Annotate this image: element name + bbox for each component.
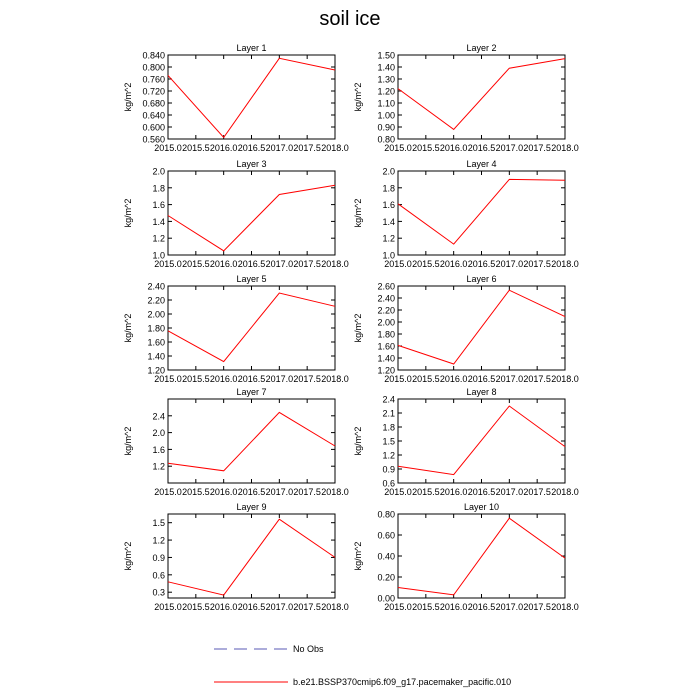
series-line [168, 58, 335, 137]
y-axis-label: kg/m^2 [353, 313, 363, 343]
y-tick-label: 0.720 [142, 86, 165, 97]
y-tick-label: 2.4 [382, 394, 395, 405]
panel-title: Layer 1 [236, 43, 267, 53]
x-tick-label: 2016.5 [467, 143, 496, 153]
x-tick-label: 2016.0 [439, 487, 468, 497]
x-tick-label: 2017.0 [265, 143, 294, 153]
x-tick-label: 2015.0 [384, 487, 412, 497]
x-tick-label: 2016.0 [209, 259, 238, 269]
y-tick-label: 2.60 [377, 281, 395, 292]
y-tick-label: 0.80 [377, 134, 395, 145]
panel-title: Layer 4 [466, 159, 497, 169]
y-tick-label: 1.60 [377, 341, 395, 352]
x-tick-label: 2017.5 [293, 487, 321, 497]
y-tick-label: 1.80 [147, 323, 165, 334]
x-tick-label: 2016.0 [439, 259, 468, 269]
y-tick-label: 1.40 [377, 62, 395, 73]
panels-group [123, 43, 579, 612]
x-tick-label: 2018.0 [321, 487, 349, 497]
x-tick-label: 2017.5 [293, 259, 321, 269]
y-tick-label: 0.9 [152, 552, 165, 563]
panel-layer-8 [353, 387, 579, 497]
y-tick-label: 1.2 [152, 233, 165, 244]
x-tick-label: 2017.0 [265, 602, 294, 612]
x-tick-label: 2017.5 [293, 143, 321, 153]
y-tick-label: 0.6 [382, 478, 395, 489]
x-tick-label: 2015.5 [412, 259, 440, 269]
x-tick-label: 2017.0 [265, 259, 294, 269]
y-tick-label: 0.760 [142, 74, 165, 85]
y-tick-label: 0.840 [142, 50, 165, 61]
plot-frame [168, 171, 335, 255]
y-tick-label: 0.800 [142, 62, 165, 73]
x-tick-label: 2015.0 [154, 143, 182, 153]
panel-layer-5 [123, 274, 349, 384]
x-tick-label: 2016.5 [467, 374, 496, 384]
x-tick-label: 2016.0 [209, 487, 238, 497]
plot-frame [398, 286, 565, 370]
x-tick-label: 2017.5 [523, 487, 551, 497]
x-tick-label: 2016.0 [439, 143, 468, 153]
x-tick-label: 2016.5 [237, 143, 266, 153]
y-tick-label: 1.8 [152, 183, 165, 194]
y-tick-label: 0.640 [142, 110, 165, 121]
y-tick-label: 1.20 [377, 86, 395, 97]
y-tick-label: 0.560 [142, 134, 165, 145]
y-tick-label: 2.40 [147, 281, 165, 292]
x-tick-label: 2015.0 [384, 143, 412, 153]
y-axis-label: kg/m^2 [123, 82, 133, 112]
x-tick-label: 2015.5 [182, 143, 210, 153]
x-tick-label: 2015.0 [154, 602, 182, 612]
y-tick-label: 1.40 [377, 353, 395, 364]
x-tick-label: 2015.5 [182, 487, 210, 497]
y-tick-label: 2.0 [152, 166, 165, 177]
x-tick-label: 2015.0 [154, 259, 182, 269]
x-tick-label: 2016.5 [237, 602, 266, 612]
panel-title: Layer 5 [236, 274, 267, 284]
y-tick-label: 2.20 [377, 305, 395, 316]
y-tick-label: 0.00 [377, 593, 395, 604]
series-line [398, 290, 565, 364]
y-axis-label: kg/m^2 [123, 313, 133, 343]
x-tick-label: 2017.0 [495, 143, 524, 153]
x-tick-label: 2015.0 [384, 374, 412, 384]
x-tick-label: 2015.0 [384, 602, 412, 612]
y-tick-label: 2.00 [377, 317, 395, 328]
x-tick-label: 2016.5 [467, 602, 496, 612]
y-tick-label: 2.1 [382, 408, 395, 419]
y-tick-label: 1.2 [382, 233, 395, 244]
x-tick-label: 2018.0 [551, 143, 579, 153]
x-tick-label: 2018.0 [551, 487, 579, 497]
panel-layer-9 [123, 502, 349, 612]
panel-title: Layer 3 [236, 159, 267, 169]
plot-frame [398, 171, 565, 255]
y-tick-label: 1.00 [377, 110, 395, 121]
x-tick-label: 2015.5 [182, 602, 210, 612]
y-tick-label: 0.80 [377, 509, 395, 520]
x-tick-label: 2015.0 [384, 259, 412, 269]
y-tick-label: 1.0 [152, 250, 165, 261]
y-tick-label: 1.30 [377, 74, 395, 85]
y-tick-label: 1.6 [152, 444, 165, 455]
y-tick-label: 1.5 [382, 436, 395, 447]
y-tick-label: 0.680 [142, 98, 165, 109]
y-tick-label: 0.40 [377, 551, 395, 562]
y-tick-label: 1.10 [377, 98, 395, 109]
x-tick-label: 2018.0 [321, 259, 349, 269]
x-tick-label: 2018.0 [321, 602, 349, 612]
panel-title: Layer 6 [466, 274, 497, 284]
x-tick-label: 2016.5 [467, 259, 496, 269]
y-tick-label: 0.60 [377, 530, 395, 541]
y-tick-label: 2.00 [147, 309, 165, 320]
legend-label-no-obs: No Obs [293, 644, 324, 654]
panel-title: Layer 2 [466, 43, 497, 53]
y-tick-label: 0.20 [377, 572, 395, 583]
y-tick-label: 1.60 [147, 337, 165, 348]
plot-frame [398, 55, 565, 139]
y-tick-label: 0.90 [377, 122, 395, 133]
x-tick-label: 2015.5 [412, 602, 440, 612]
x-tick-label: 2017.5 [523, 143, 551, 153]
y-tick-label: 2.40 [377, 293, 395, 304]
series-line [168, 293, 335, 362]
x-tick-label: 2017.5 [523, 374, 551, 384]
x-tick-label: 2017.0 [495, 602, 524, 612]
y-axis-label: kg/m^2 [123, 198, 133, 228]
x-tick-label: 2018.0 [321, 143, 349, 153]
x-tick-label: 2016.0 [209, 602, 238, 612]
x-tick-label: 2017.0 [495, 487, 524, 497]
y-tick-label: 1.20 [377, 365, 395, 376]
y-tick-label: 1.20 [147, 365, 165, 376]
figure-title: soil ice [319, 8, 381, 30]
panel-title: Layer 9 [236, 502, 267, 512]
y-tick-label: 2.0 [152, 428, 165, 439]
y-tick-label: 0.600 [142, 122, 165, 133]
x-tick-label: 2017.0 [265, 374, 294, 384]
legend-label-series: b.e21.BSSP370cmip6.f09_g17.pacemaker_pacific.010 [293, 677, 512, 687]
x-tick-label: 2015.0 [154, 374, 182, 384]
x-tick-label: 2015.5 [412, 143, 440, 153]
y-tick-label: 1.80 [377, 329, 395, 340]
y-tick-label: 1.6 [152, 200, 165, 211]
x-tick-label: 2017.5 [523, 602, 551, 612]
y-tick-label: 1.8 [382, 422, 395, 433]
y-tick-label: 0.6 [152, 570, 165, 581]
x-tick-label: 2015.5 [412, 374, 440, 384]
x-tick-label: 2018.0 [551, 259, 579, 269]
panel-layer-7 [123, 387, 349, 497]
x-tick-label: 2018.0 [551, 374, 579, 384]
y-axis-label: kg/m^2 [123, 541, 133, 571]
x-tick-label: 2017.0 [495, 259, 524, 269]
y-tick-label: 1.40 [147, 351, 165, 362]
y-tick-label: 1.2 [152, 535, 165, 546]
y-tick-label: 2.0 [382, 166, 395, 177]
x-tick-label: 2016.0 [439, 374, 468, 384]
x-tick-label: 2015.5 [182, 259, 210, 269]
x-tick-label: 2016.0 [439, 602, 468, 612]
x-tick-label: 2015.5 [182, 374, 210, 384]
y-axis-label: kg/m^2 [353, 198, 363, 228]
y-tick-label: 1.2 [382, 450, 395, 461]
panel-layer-10 [353, 502, 579, 612]
series-line [168, 519, 335, 595]
series-line [168, 185, 335, 251]
y-tick-label: 2.4 [152, 411, 165, 422]
y-tick-label: 1.8 [382, 183, 395, 194]
x-tick-label: 2018.0 [321, 374, 349, 384]
y-axis-label: kg/m^2 [123, 426, 133, 456]
y-axis-label: kg/m^2 [353, 541, 363, 571]
x-tick-label: 2016.5 [467, 487, 496, 497]
legend [214, 644, 511, 687]
y-axis-label: kg/m^2 [353, 426, 363, 456]
series-line [398, 518, 565, 595]
y-tick-label: 1.6 [382, 200, 395, 211]
y-tick-label: 1.2 [152, 461, 165, 472]
y-axis-label: kg/m^2 [353, 82, 363, 112]
y-tick-label: 0.3 [152, 587, 165, 598]
y-tick-label: 1.4 [152, 216, 165, 227]
x-tick-label: 2015.5 [412, 487, 440, 497]
x-tick-label: 2015.0 [154, 487, 182, 497]
x-tick-label: 2016.5 [237, 487, 266, 497]
x-tick-label: 2017.5 [523, 259, 551, 269]
x-tick-label: 2016.5 [237, 374, 266, 384]
panel-title: Layer 7 [236, 387, 267, 397]
x-tick-label: 2016.0 [209, 374, 238, 384]
panel-layer-4 [353, 159, 579, 269]
x-tick-label: 2018.0 [551, 602, 579, 612]
series-line [398, 59, 565, 130]
x-tick-label: 2017.0 [495, 374, 524, 384]
panel-title: Layer 8 [466, 387, 497, 397]
panel-layer-6 [353, 274, 579, 384]
y-tick-label: 0.9 [382, 464, 395, 475]
y-tick-label: 2.20 [147, 295, 165, 306]
panel-layer-2 [353, 43, 579, 153]
y-tick-label: 1.0 [382, 250, 395, 261]
plot-frame [168, 55, 335, 139]
x-tick-label: 2016.5 [237, 259, 266, 269]
plot-frame [168, 514, 335, 598]
series-line [398, 179, 565, 244]
series-line [168, 412, 335, 470]
y-tick-label: 1.50 [377, 50, 395, 61]
x-tick-label: 2017.5 [293, 374, 321, 384]
series-line [398, 406, 565, 475]
y-tick-label: 1.5 [152, 518, 165, 529]
x-tick-label: 2017.5 [293, 602, 321, 612]
x-tick-label: 2016.0 [209, 143, 238, 153]
panel-layer-1 [123, 43, 349, 153]
panel-layer-3 [123, 159, 349, 269]
x-tick-label: 2017.0 [265, 487, 294, 497]
panel-title: Layer 10 [463, 502, 500, 512]
y-tick-label: 1.4 [382, 216, 395, 227]
